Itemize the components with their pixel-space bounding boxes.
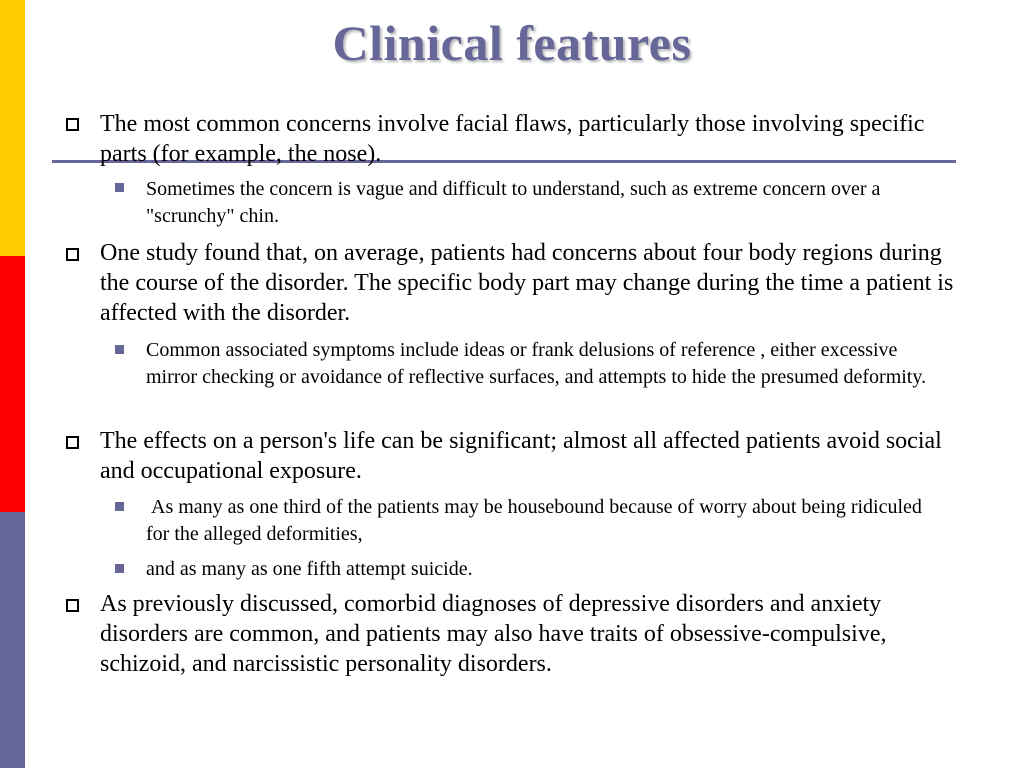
bullet-text: As previously discussed, comorbid diagnoses of depressive disorders and anxiety disorders are common, and patients may also have traits of obsessive-compulsive, schizoid, and narcissistic personality disorders. [100, 591, 887, 677]
solid-square-bullet-icon [115, 345, 124, 354]
hollow-square-bullet-icon [66, 248, 79, 261]
solid-square-bullet-icon [115, 564, 124, 573]
stripe-purple [0, 512, 25, 768]
sub-bullet-text: Sometimes the concern is vague and difficult to understand, such as extreme concern over a "scrunchy" chin. [146, 178, 881, 227]
sub-bullet-text: As many as one third of the patients may be housebound because of worry about being ridiculed for the alleged deformities, [146, 496, 927, 545]
solid-square-bullet-icon [115, 502, 124, 511]
hollow-square-bullet-icon [66, 436, 79, 449]
hollow-square-bullet-icon [66, 118, 79, 131]
bullet-text: One study found that, on average, patients had concerns about four body regions during the course of the disorder. The specific body part may change during the time a patient is affected with the disorder. [100, 240, 954, 326]
bullet-text: The effects on a person's life can be significant; almost all affected patients avoid social and occupational exposure. [100, 428, 942, 484]
sub-bullet-text: and as many as one fifth attempt suicide. [146, 558, 473, 580]
bullet-text: The most common concerns involve facial flaws, particularly those involving specific parts (for example, the nose). [100, 111, 925, 167]
hollow-square-bullet-icon [66, 599, 79, 612]
slide-title: Clinical features [332, 15, 692, 71]
sub-bullet-text: Common associated symptoms include ideas or frank delusions of reference , either excessive mirror checking or avoidance of reflective surfaces, and attempts to hide the presumed deformity. [146, 339, 927, 388]
solid-square-bullet-icon [115, 183, 124, 192]
stripe-red [0, 256, 25, 512]
